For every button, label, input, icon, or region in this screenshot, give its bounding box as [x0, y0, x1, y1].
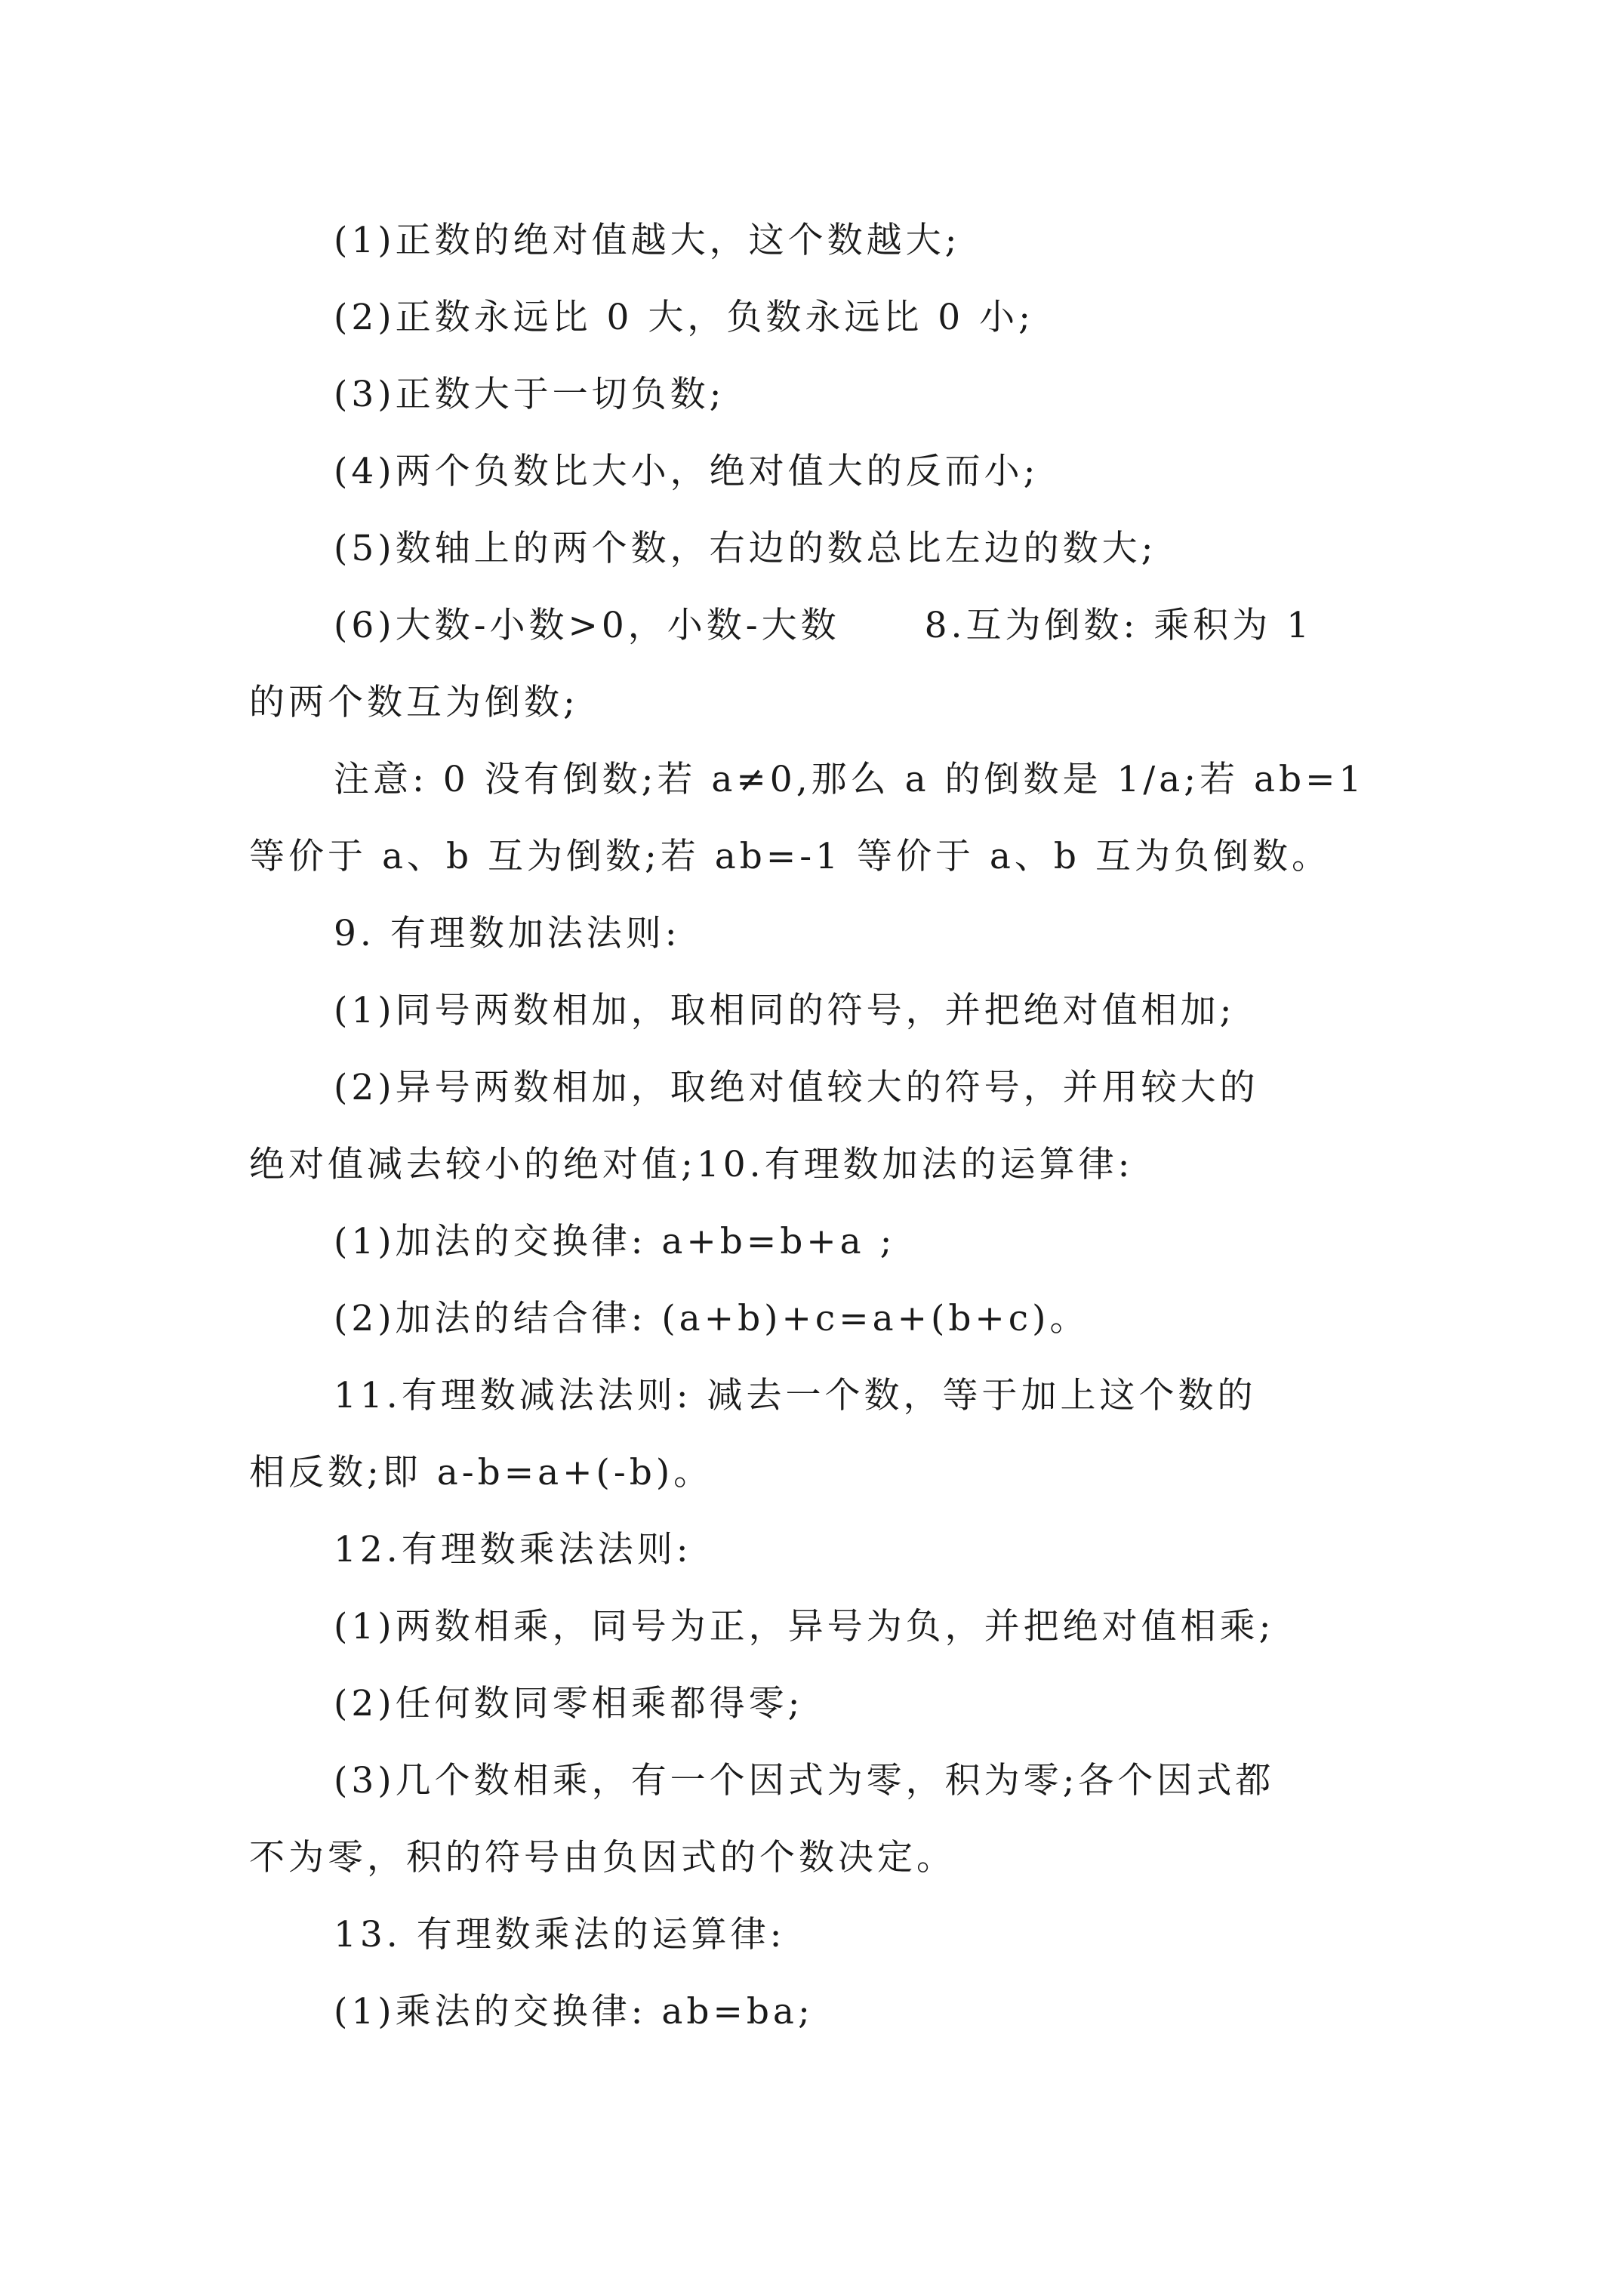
text-line: (1)乘法的交换律: ab=ba; [334, 1991, 814, 2032]
text-line: (5)数轴上的两个数，右边的数总比左边的数大; [334, 528, 1157, 569]
text-line: 的两个数互为倒数; [249, 682, 579, 723]
text-line: 绝对值减去较小的绝对值;10.有理数加法的运算律: [249, 1144, 1134, 1185]
text-line: (1)加法的交换律: a+b=b+a ; [334, 1221, 896, 1262]
text-line: (4)两个负数比大小，绝对值大的反而小; [334, 451, 1039, 492]
document-body [249, 202, 1381, 2051]
section-heading: 13. 有理数乘法的运算律: [334, 1914, 786, 1955]
text-line: (2)加法的结合律: (a+b)+c=a+(b+c)。 [334, 1298, 1089, 1339]
text-line: 不为零，积的符号由负因式的个数决定。 [249, 1837, 956, 1878]
text-line: (2)正数永远比 0 大，负数永远比 0 小; [334, 297, 1034, 338]
text-line: 相反数;即 a-b=a+(-b)。 [249, 1452, 713, 1493]
section-heading: 9. 有理数加法法则: [334, 913, 681, 954]
text-line: 注意: 0 没有倒数;若 a≠0,那么 a 的倒数是 1/a;若 ab=1 [334, 759, 1366, 800]
text-line: 等价于 a、b 互为倒数;若 ab=-1 等价于 a、b 互为负倒数。 [249, 836, 1331, 877]
text-line: (2)任何数同零相乘都得零; [334, 1683, 804, 1724]
text-line-combined [249, 587, 1381, 664]
text-segment: 8.互为倒数: 乘积为 1 [924, 605, 1313, 646]
text-line: (2)异号两数相加，取绝对值较大的符号，并用较大的 [334, 1067, 1259, 1108]
text-line: (1)两数相乘，同号为正，异号为负，并把绝对值相乘; [334, 1606, 1275, 1647]
text-line: (3)正数大于一切负数; [334, 374, 725, 415]
text-segment: (6)大数-小数>0，小数-大数 [334, 605, 840, 646]
section-heading: 12.有理数乘法法则: [334, 1529, 692, 1570]
text-line: (3)几个数相乘，有一个因式为零，积为零;各个因式都 [334, 1760, 1275, 1801]
section-heading: 11.有理数减法法则: 减去一个数，等于加上这个数的 [334, 1375, 1257, 1416]
text-line: (1)同号两数相加，取相同的符号，并把绝对值相加; [334, 990, 1236, 1031]
text-line: (1)正数的绝对值越大，这个数越大; [334, 220, 961, 261]
